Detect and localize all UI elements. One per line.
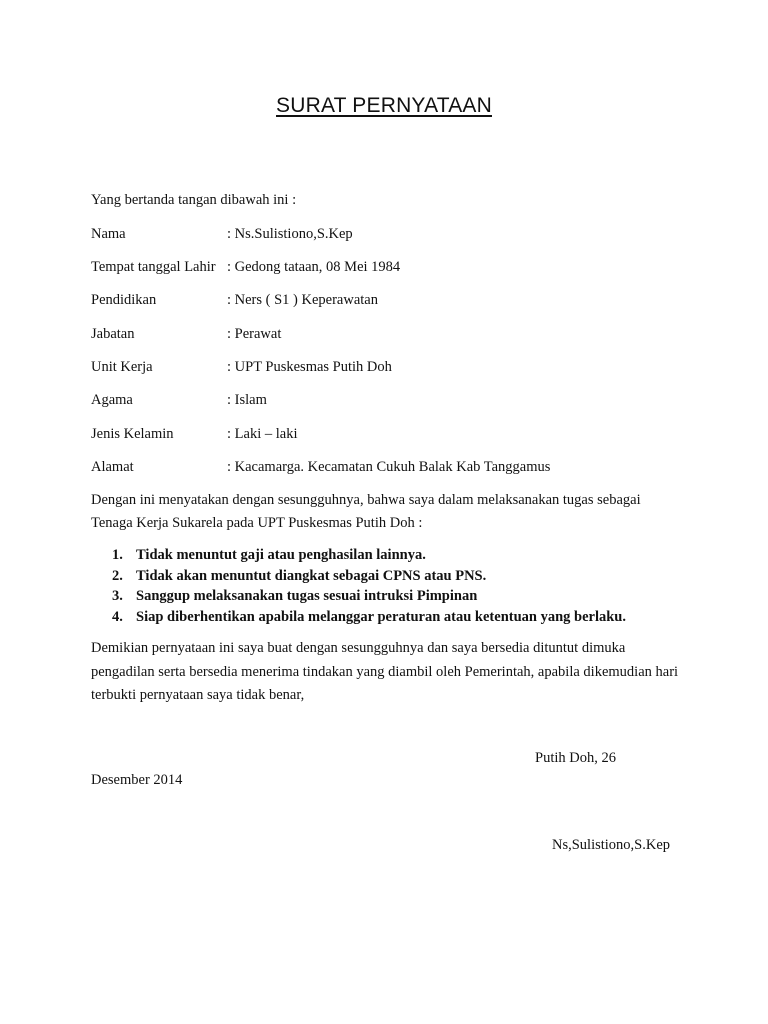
statement-points: [91, 545, 626, 627]
list-text: Tidak akan menuntut diangkat sebagai CPNS atau PNS.: [136, 567, 487, 584]
date-continuation: Desember 2014: [91, 772, 183, 788]
field-jabatan: [91, 324, 691, 344]
field-label: Pendidikan: [91, 292, 157, 308]
closing-paragraph: Demikian pernyataan ini saya buat dengan sesungguhnya dan saya bersedia dituntut dimuka pengadilan serta bersedia menerima tindakan yang diambil oleh Pemerintah, apabila dikemudian hari terbukti pernyataan saya tidak benar,: [91, 640, 679, 703]
field-label: Alamat: [91, 459, 134, 475]
list-text: Siap diberhentikan apabila melanggar peraturan atau ketentuan yang berlaku.: [136, 608, 626, 625]
field-agama: [91, 390, 691, 410]
list-text: Tidak menuntut gaji atau penghasilan lainnya.: [136, 547, 426, 563]
field-label: Unit Kerja: [91, 359, 153, 375]
field-value: : UPT Puskesmas Putih Doh: [227, 359, 392, 375]
place-date: Putih Doh, 26: [535, 750, 616, 766]
field-alamat: [91, 457, 691, 477]
list-number: 2.: [112, 567, 123, 584]
field-pendidikan: [91, 290, 691, 310]
field-jenis-kelamin: [91, 424, 691, 444]
field-value: : Ners ( S1 ) Keperawatan: [227, 292, 378, 308]
intro-text: Yang bertanda tangan dibawah ini :: [91, 192, 297, 208]
statement-paragraph: Dengan ini menyatakan dengan sesungguhnya, bahwa saya dalam melaksanakan tugas sebagai Tenaga Kerja Sukarela pada UPT Puskesmas Putih Doh :: [91, 492, 641, 531]
list-item: [91, 566, 626, 587]
list-item: [91, 607, 626, 628]
field-nama: [91, 224, 691, 244]
field-label: Tempat tanggal Lahir: [91, 259, 216, 275]
list-number: 4.: [112, 608, 123, 625]
list-item: [91, 586, 626, 607]
field-value: : Islam: [227, 392, 267, 408]
field-tempat-tanggal-lahir: [91, 257, 691, 277]
field-value: : Gedong tataan, 08 Mei 1984: [227, 259, 401, 275]
field-value: : Kacamarga. Kecamatan Cukuh Balak Kab Tanggamus: [227, 459, 551, 475]
field-label: Jabatan: [91, 326, 135, 342]
list-text: Sanggup melaksanakan tugas sesuai intruksi Pimpinan: [136, 588, 478, 604]
field-value: : Ns.Sulistiono,S.Kep: [227, 226, 353, 242]
list-item: [91, 545, 626, 566]
field-value: : Laki – laki: [227, 426, 298, 442]
field-label: Nama: [91, 226, 126, 242]
signatory-name: Ns,Sulistiono,S.Kep: [552, 837, 671, 853]
field-value: : Perawat: [227, 326, 282, 342]
field-label: Jenis Kelamin: [91, 426, 174, 442]
field-label: Agama: [91, 392, 133, 408]
field-unit-kerja: [91, 357, 691, 377]
document-title: SURAT PERNYATAAN: [276, 94, 492, 117]
list-number: 1.: [112, 547, 123, 563]
list-number: 3.: [112, 588, 123, 604]
